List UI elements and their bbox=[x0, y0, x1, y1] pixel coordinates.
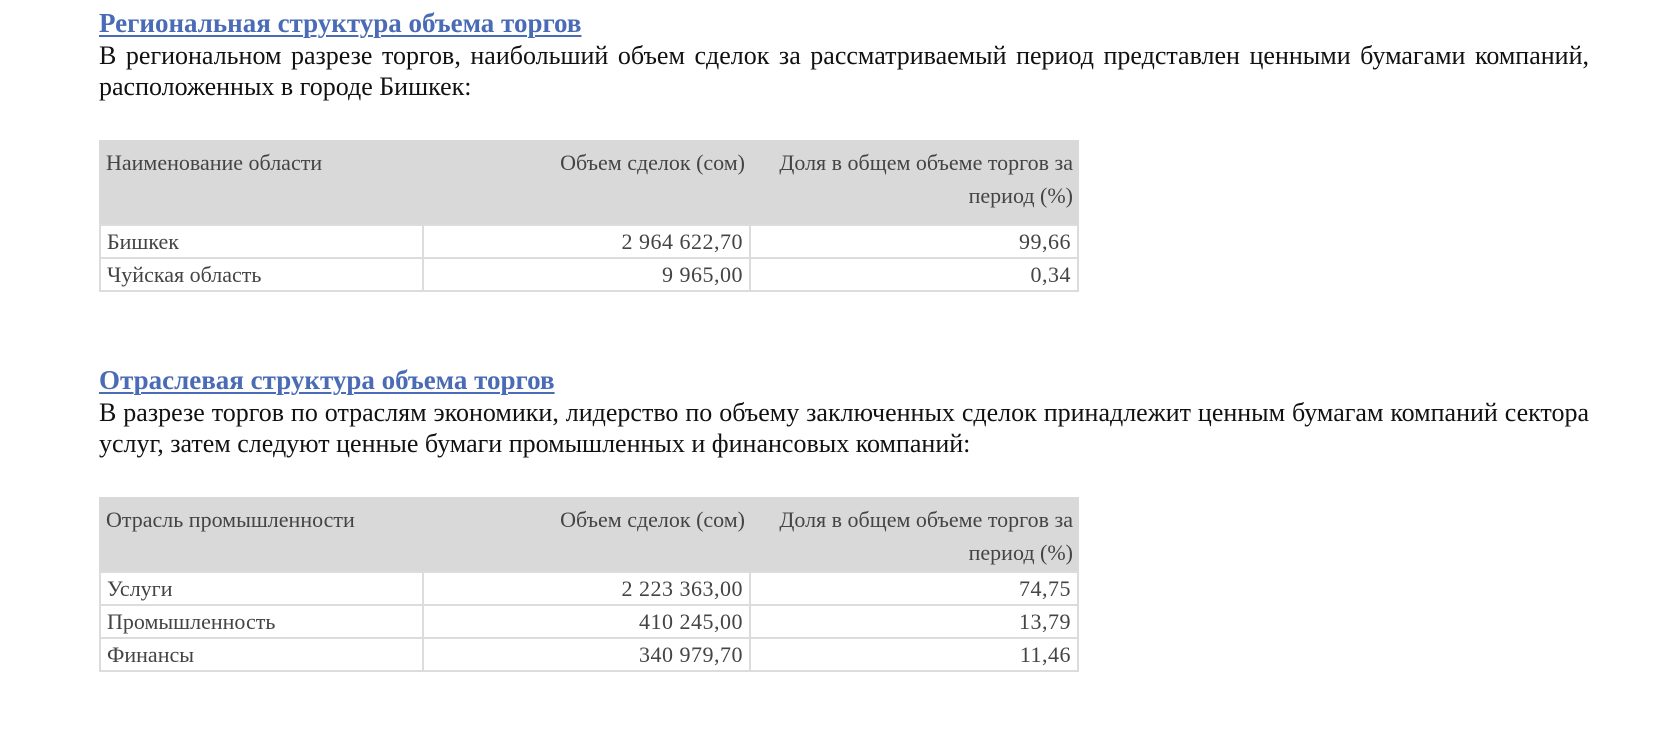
cell-volume: 2 223 363,00 bbox=[424, 571, 751, 606]
column-header-volume: Объем сделок (сом) bbox=[424, 140, 751, 224]
cell-volume: 9 965,00 bbox=[424, 259, 751, 292]
cell-share: 13,79 bbox=[751, 606, 1079, 639]
regional-heading: Региональная структура объема торгов bbox=[99, 8, 582, 38]
cell-region: Бишкек bbox=[99, 224, 424, 259]
table-row bbox=[99, 571, 1079, 606]
table-row bbox=[99, 606, 1079, 639]
table-header-row bbox=[99, 497, 1079, 571]
cell-share: 74,75 bbox=[751, 571, 1079, 606]
column-header-share: Доля в общем объеме торгов за период (%) bbox=[751, 497, 1079, 571]
sectoral-section bbox=[99, 363, 1589, 459]
cell-share: 99,66 bbox=[751, 224, 1079, 259]
cell-region: Чуйская область bbox=[99, 259, 424, 292]
sectoral-table bbox=[99, 497, 1079, 672]
regional-paragraph: В региональном разрезе торгов, наибольший объем сделок за рассматриваемый период представлен ценными бумагами компаний, расположенных в городе Бишкек: bbox=[99, 41, 1589, 101]
column-header-sector: Отрасль промышленности bbox=[99, 497, 424, 571]
table-row bbox=[99, 639, 1079, 672]
cell-sector: Промышленность bbox=[99, 606, 424, 639]
column-header-region: Наименование области bbox=[99, 140, 424, 224]
sectoral-paragraph: В разрезе торгов по отраслям экономики, лидерство по объему заключенных сделок принадлежит ценным бумагам компаний сектора услуг, затем следуют ценные бумаги промышленных и финансовых компаний: bbox=[99, 398, 1589, 458]
regional-table bbox=[99, 140, 1079, 292]
sectoral-heading: Отраслевая структура объема торгов bbox=[99, 365, 555, 395]
column-header-volume: Объем сделок (сом) bbox=[424, 497, 751, 571]
cell-volume: 410 245,00 bbox=[424, 606, 751, 639]
cell-sector: Услуги bbox=[99, 571, 424, 606]
regional-section bbox=[99, 6, 1589, 102]
table-row bbox=[99, 224, 1079, 259]
cell-volume: 340 979,70 bbox=[424, 639, 751, 672]
cell-sector: Финансы bbox=[99, 639, 424, 672]
column-header-share: Доля в общем объеме торгов за период (%) bbox=[751, 140, 1079, 224]
table-header-row bbox=[99, 140, 1079, 224]
cell-volume: 2 964 622,70 bbox=[424, 224, 751, 259]
cell-share: 0,34 bbox=[751, 259, 1079, 292]
table-row bbox=[99, 259, 1079, 292]
cell-share: 11,46 bbox=[751, 639, 1079, 672]
